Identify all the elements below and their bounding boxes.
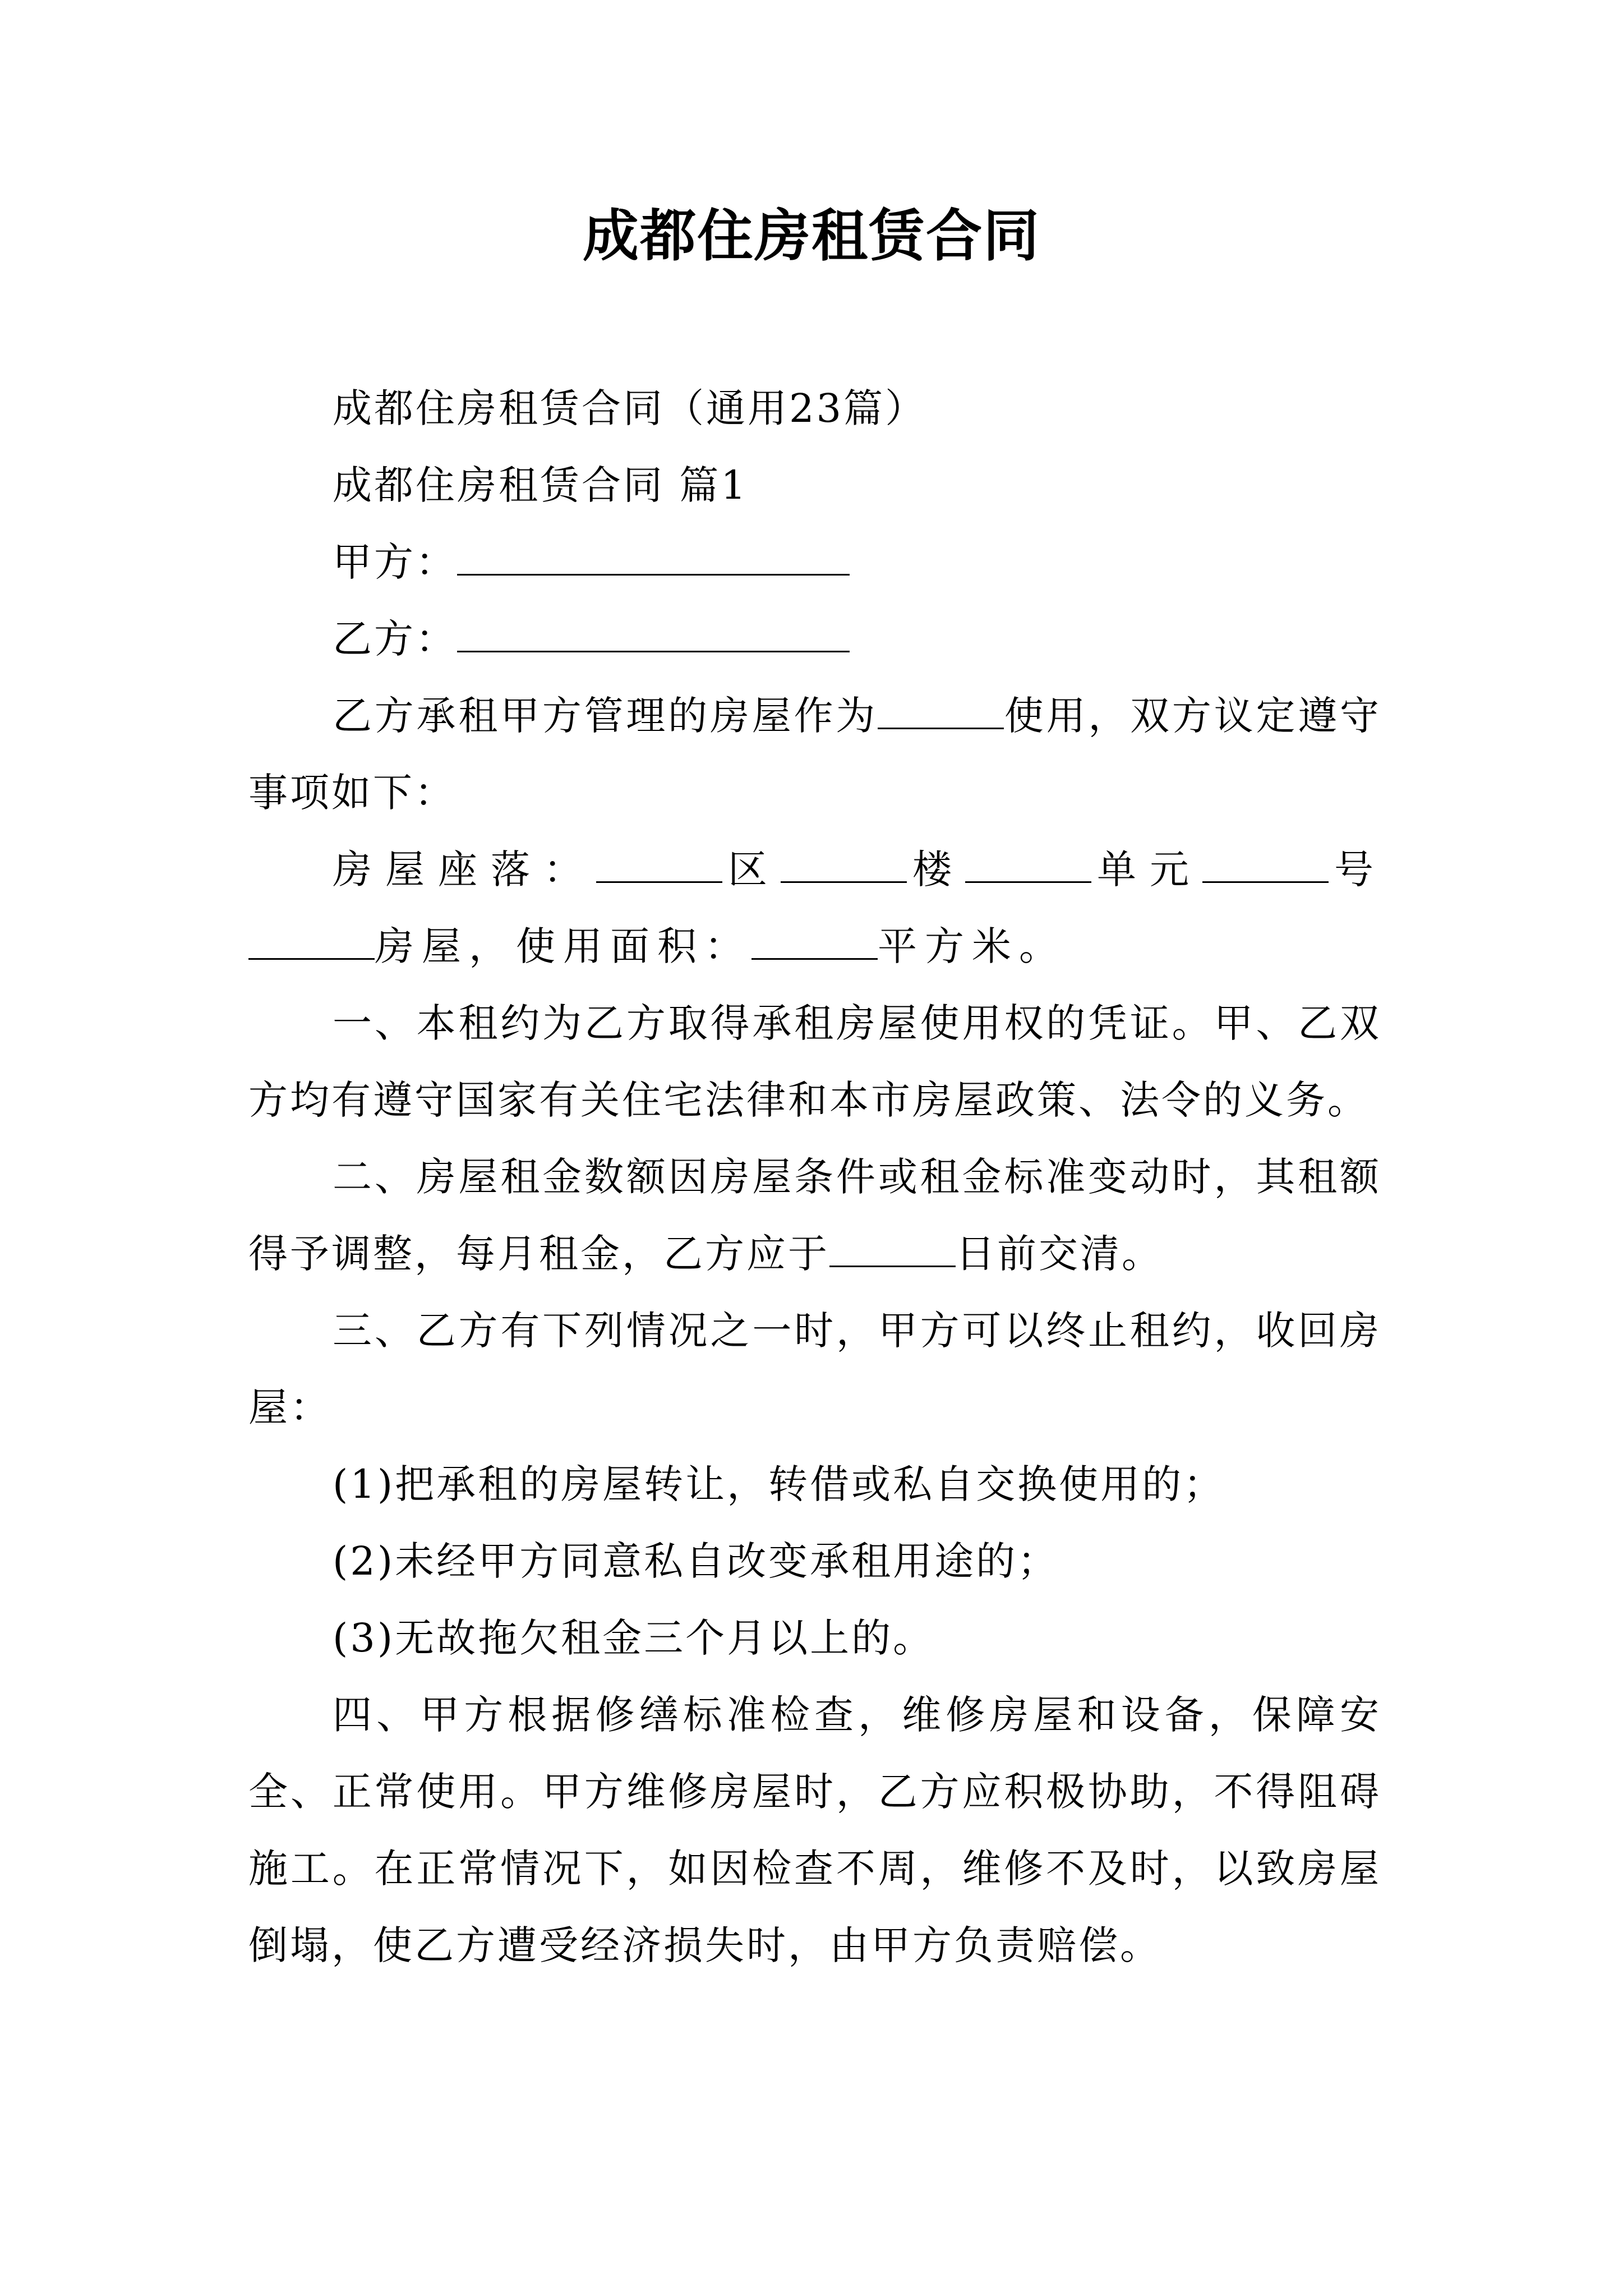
subtitle: 成都住房租赁合同（通用23篇） xyxy=(333,385,927,431)
clause-2-text-2: 日前交清。 xyxy=(956,1231,1163,1277)
number-label: 号 xyxy=(1329,846,1381,892)
area-blank xyxy=(751,917,878,960)
room-blank xyxy=(248,917,375,960)
party-a-blank xyxy=(457,532,850,576)
clause-3: 三、乙方有下列情况之一时，甲方可以终止租约，收回房屋： xyxy=(248,1308,1381,1430)
district-blank xyxy=(596,840,722,883)
location-label: 房屋座落： xyxy=(333,846,596,892)
payment-day-blank xyxy=(829,1224,956,1267)
clause-2-text-1: 二、房屋租金数额因房屋条件或租金标准变动时，其租额得予调整，每月租金，乙方应于 xyxy=(248,1154,1381,1277)
intro-paragraph xyxy=(248,678,1381,831)
document-body xyxy=(248,370,1381,1984)
clause-4: 四、甲方根据修缮标准检查，维修房屋和设备，保障安全、正常使用。甲方维修房屋时，乙方应积极协助，不得阻碍施工。在正常情况下，如因检查不周，维修不及时，以致房屋倒塌，使乙方遭受经济损失时，由甲方负责赔偿。 xyxy=(248,1692,1381,1968)
building-label: 楼 xyxy=(907,846,965,892)
clause-1: 一、本租约为乙方取得承租房屋使用权的凭证。甲、乙双方均有遵守国家有关住宅法律和本市房屋政策、法令的义务。 xyxy=(248,1000,1381,1123)
party-b-line xyxy=(248,601,1381,678)
unit-label: 单元 xyxy=(1091,846,1202,892)
room-label: 房屋，使用面积： xyxy=(375,923,751,969)
intro-text-1: 乙方承租甲方管理的房屋作为 xyxy=(333,693,878,739)
party-b-blank xyxy=(457,609,850,652)
location-paragraph xyxy=(248,831,1381,985)
usage-blank xyxy=(878,686,1004,729)
number-blank xyxy=(1202,840,1329,883)
document-title: 成都住房租赁合同 xyxy=(583,203,1040,269)
building-blank xyxy=(781,840,907,883)
party-a-label: 甲方： xyxy=(333,539,457,585)
intro-text-2: 使用，双方议定遵守事项如下： xyxy=(248,693,1382,816)
unit-blank xyxy=(965,840,1091,883)
district-label: 区 xyxy=(722,846,781,892)
clause-2 xyxy=(248,1139,1381,1292)
clause-3-item-2: (2)未经甲方同意私自改变承租用途的； xyxy=(333,1538,1059,1584)
clause-3-item-3: (3)无故拖欠租金三个月以上的。 xyxy=(333,1615,935,1661)
party-b-label: 乙方： xyxy=(333,616,457,662)
clause-3-item-1: (1)把承租的房屋转让，转借或私自交换使用的； xyxy=(333,1461,1225,1507)
sqm-label: 平方米。 xyxy=(878,923,1066,969)
party-a-line xyxy=(248,524,1381,601)
section-heading: 成都住房租赁合同 篇1 xyxy=(333,462,748,508)
